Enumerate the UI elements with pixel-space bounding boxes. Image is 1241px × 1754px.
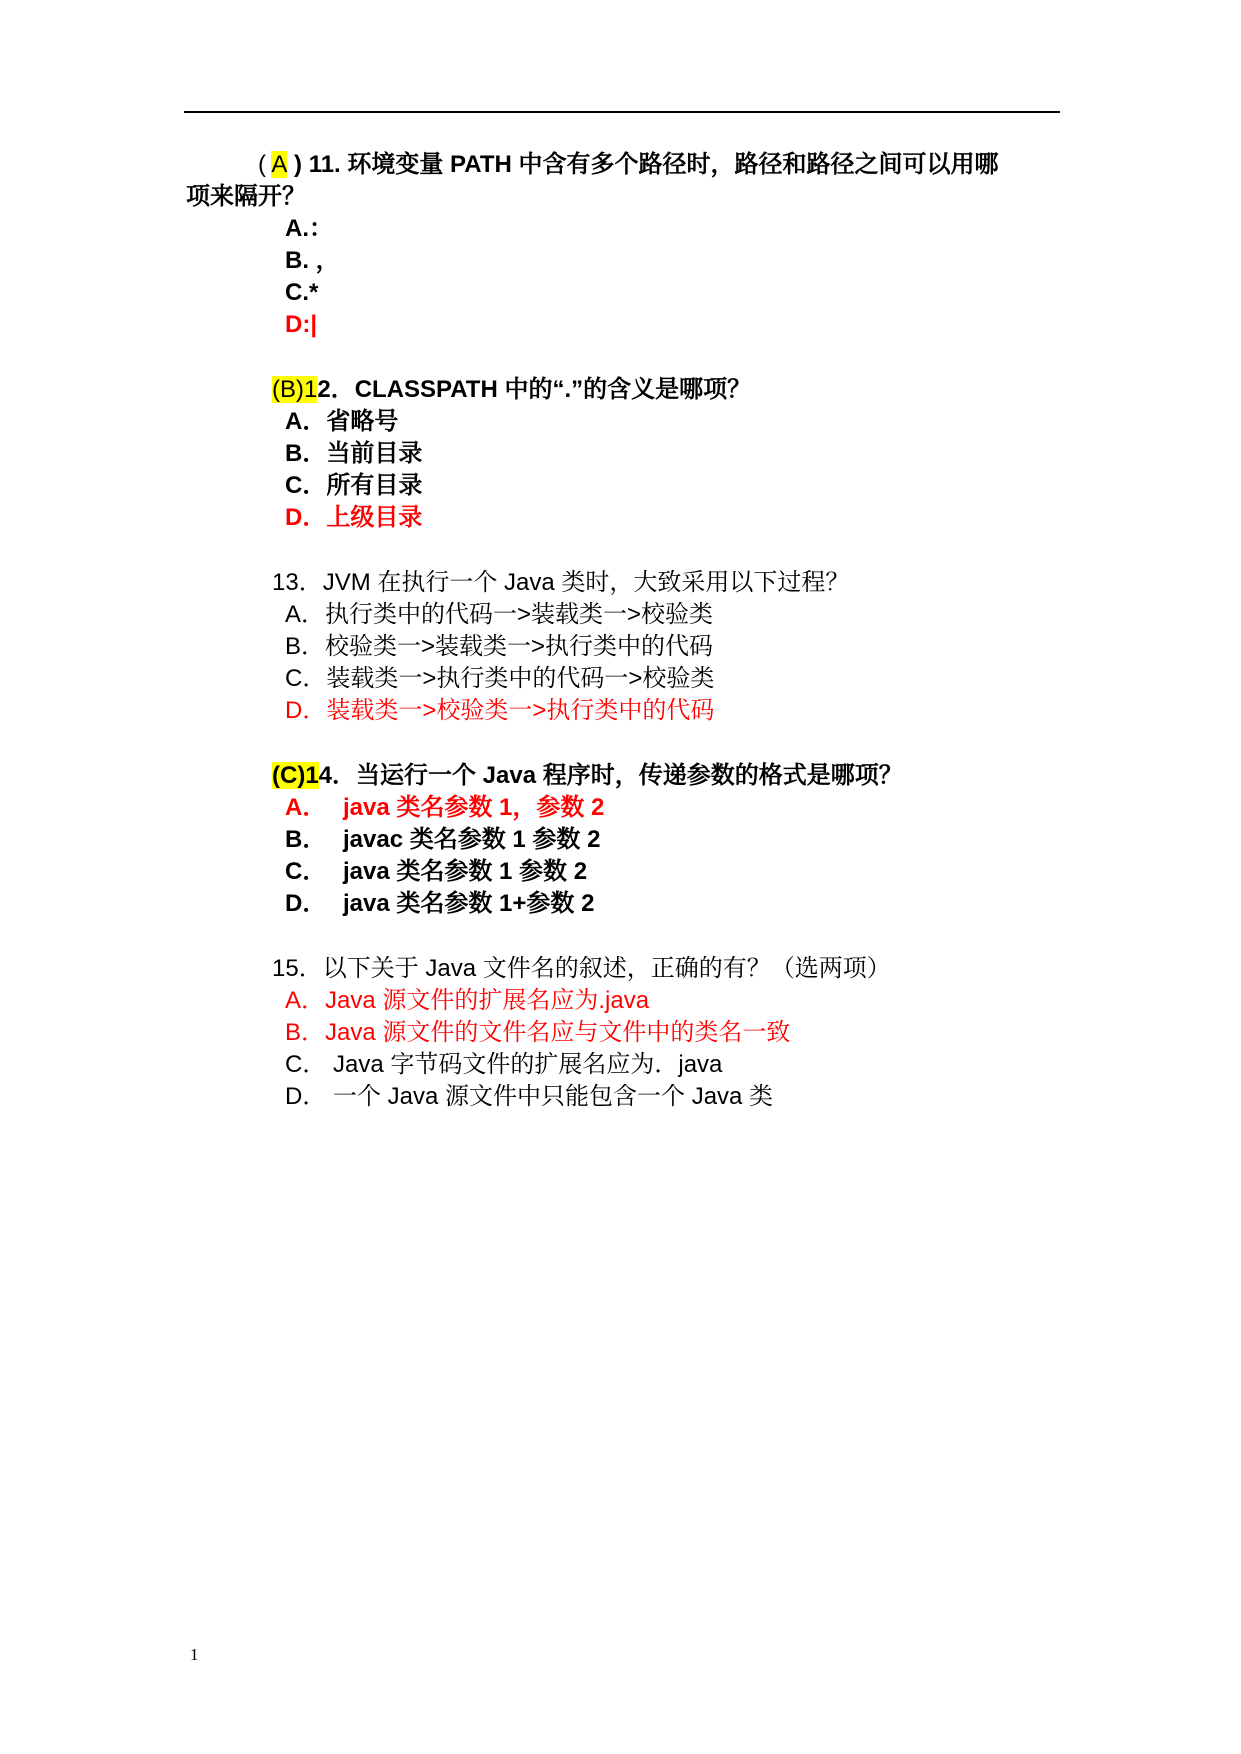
q14-option-a: A． java 类名参数 1，参数 2 <box>285 794 605 821</box>
q12-answer-highlight: (B)1 <box>272 376 318 403</box>
q13-option-a: A．执行类中的代码一>装载类一>校验类 <box>285 601 714 628</box>
q14-option-b: B． javac 类名参数 1 参数 2 <box>285 826 601 853</box>
page-number: 1 <box>190 1645 199 1664</box>
q11-answer-highlight: A <box>271 151 288 178</box>
q11-option-d: D:| <box>285 311 318 338</box>
q12-option-a: A．省略号 <box>285 408 399 435</box>
header-rule <box>184 111 1060 113</box>
q15-question: 15．以下关于 Java 文件名的叙述，正确的有？（选两项） <box>272 955 891 982</box>
q12-question: (B)12．CLASSPATH 中的“.”的含义是哪项？ <box>272 376 752 403</box>
q12-option-d: D．上级目录 <box>285 504 423 531</box>
q12-option-b: B．当前目录 <box>285 440 423 467</box>
q15-option-d: D． 一个 Java 源文件中只能包含一个 Java 类 <box>285 1083 774 1110</box>
q15-option-c: C． Java 字节码文件的扩展名应为．java <box>285 1051 723 1078</box>
q11-option-b: B. ， <box>285 247 340 274</box>
q13-option-c: C．装载类一>执行类中的代码一>校验类 <box>285 665 715 692</box>
q13-option-d: D．装载类一>校验类一>执行类中的代码 <box>285 697 715 724</box>
q11-question-line2: 项来隔开？ <box>186 183 306 210</box>
q13-option-b: B．校验类一>装载类一>执行类中的代码 <box>285 633 714 660</box>
q14-option-c: C． java 类名参数 1 参数 2 <box>285 858 588 885</box>
q14-question: (C)14．当运行一个 Java 程序时，传递参数的格式是哪项？ <box>272 762 903 789</box>
q12-option-c: C．所有目录 <box>285 472 423 499</box>
q13-question: 13．JVM 在执行一个 Java 类时，大致采用以下过程？ <box>272 569 850 596</box>
q15-option-b: B．Java 源文件的文件名应与文件中的类名一致 <box>285 1019 791 1046</box>
q11-option-a: A.： <box>285 215 333 242</box>
q14-answer-highlight: (C)1 <box>272 762 319 789</box>
q11-question-line1: ( A ) 11. 环境变量 PATH 中含有多个路径时，路径和路径之间可以用哪 <box>258 151 999 178</box>
q11-option-c: C.* <box>285 279 319 306</box>
q14-option-d: D． java 类名参数 1+参数 2 <box>285 890 595 917</box>
q15-option-a: A．Java 源文件的扩展名应为.java <box>285 987 650 1014</box>
